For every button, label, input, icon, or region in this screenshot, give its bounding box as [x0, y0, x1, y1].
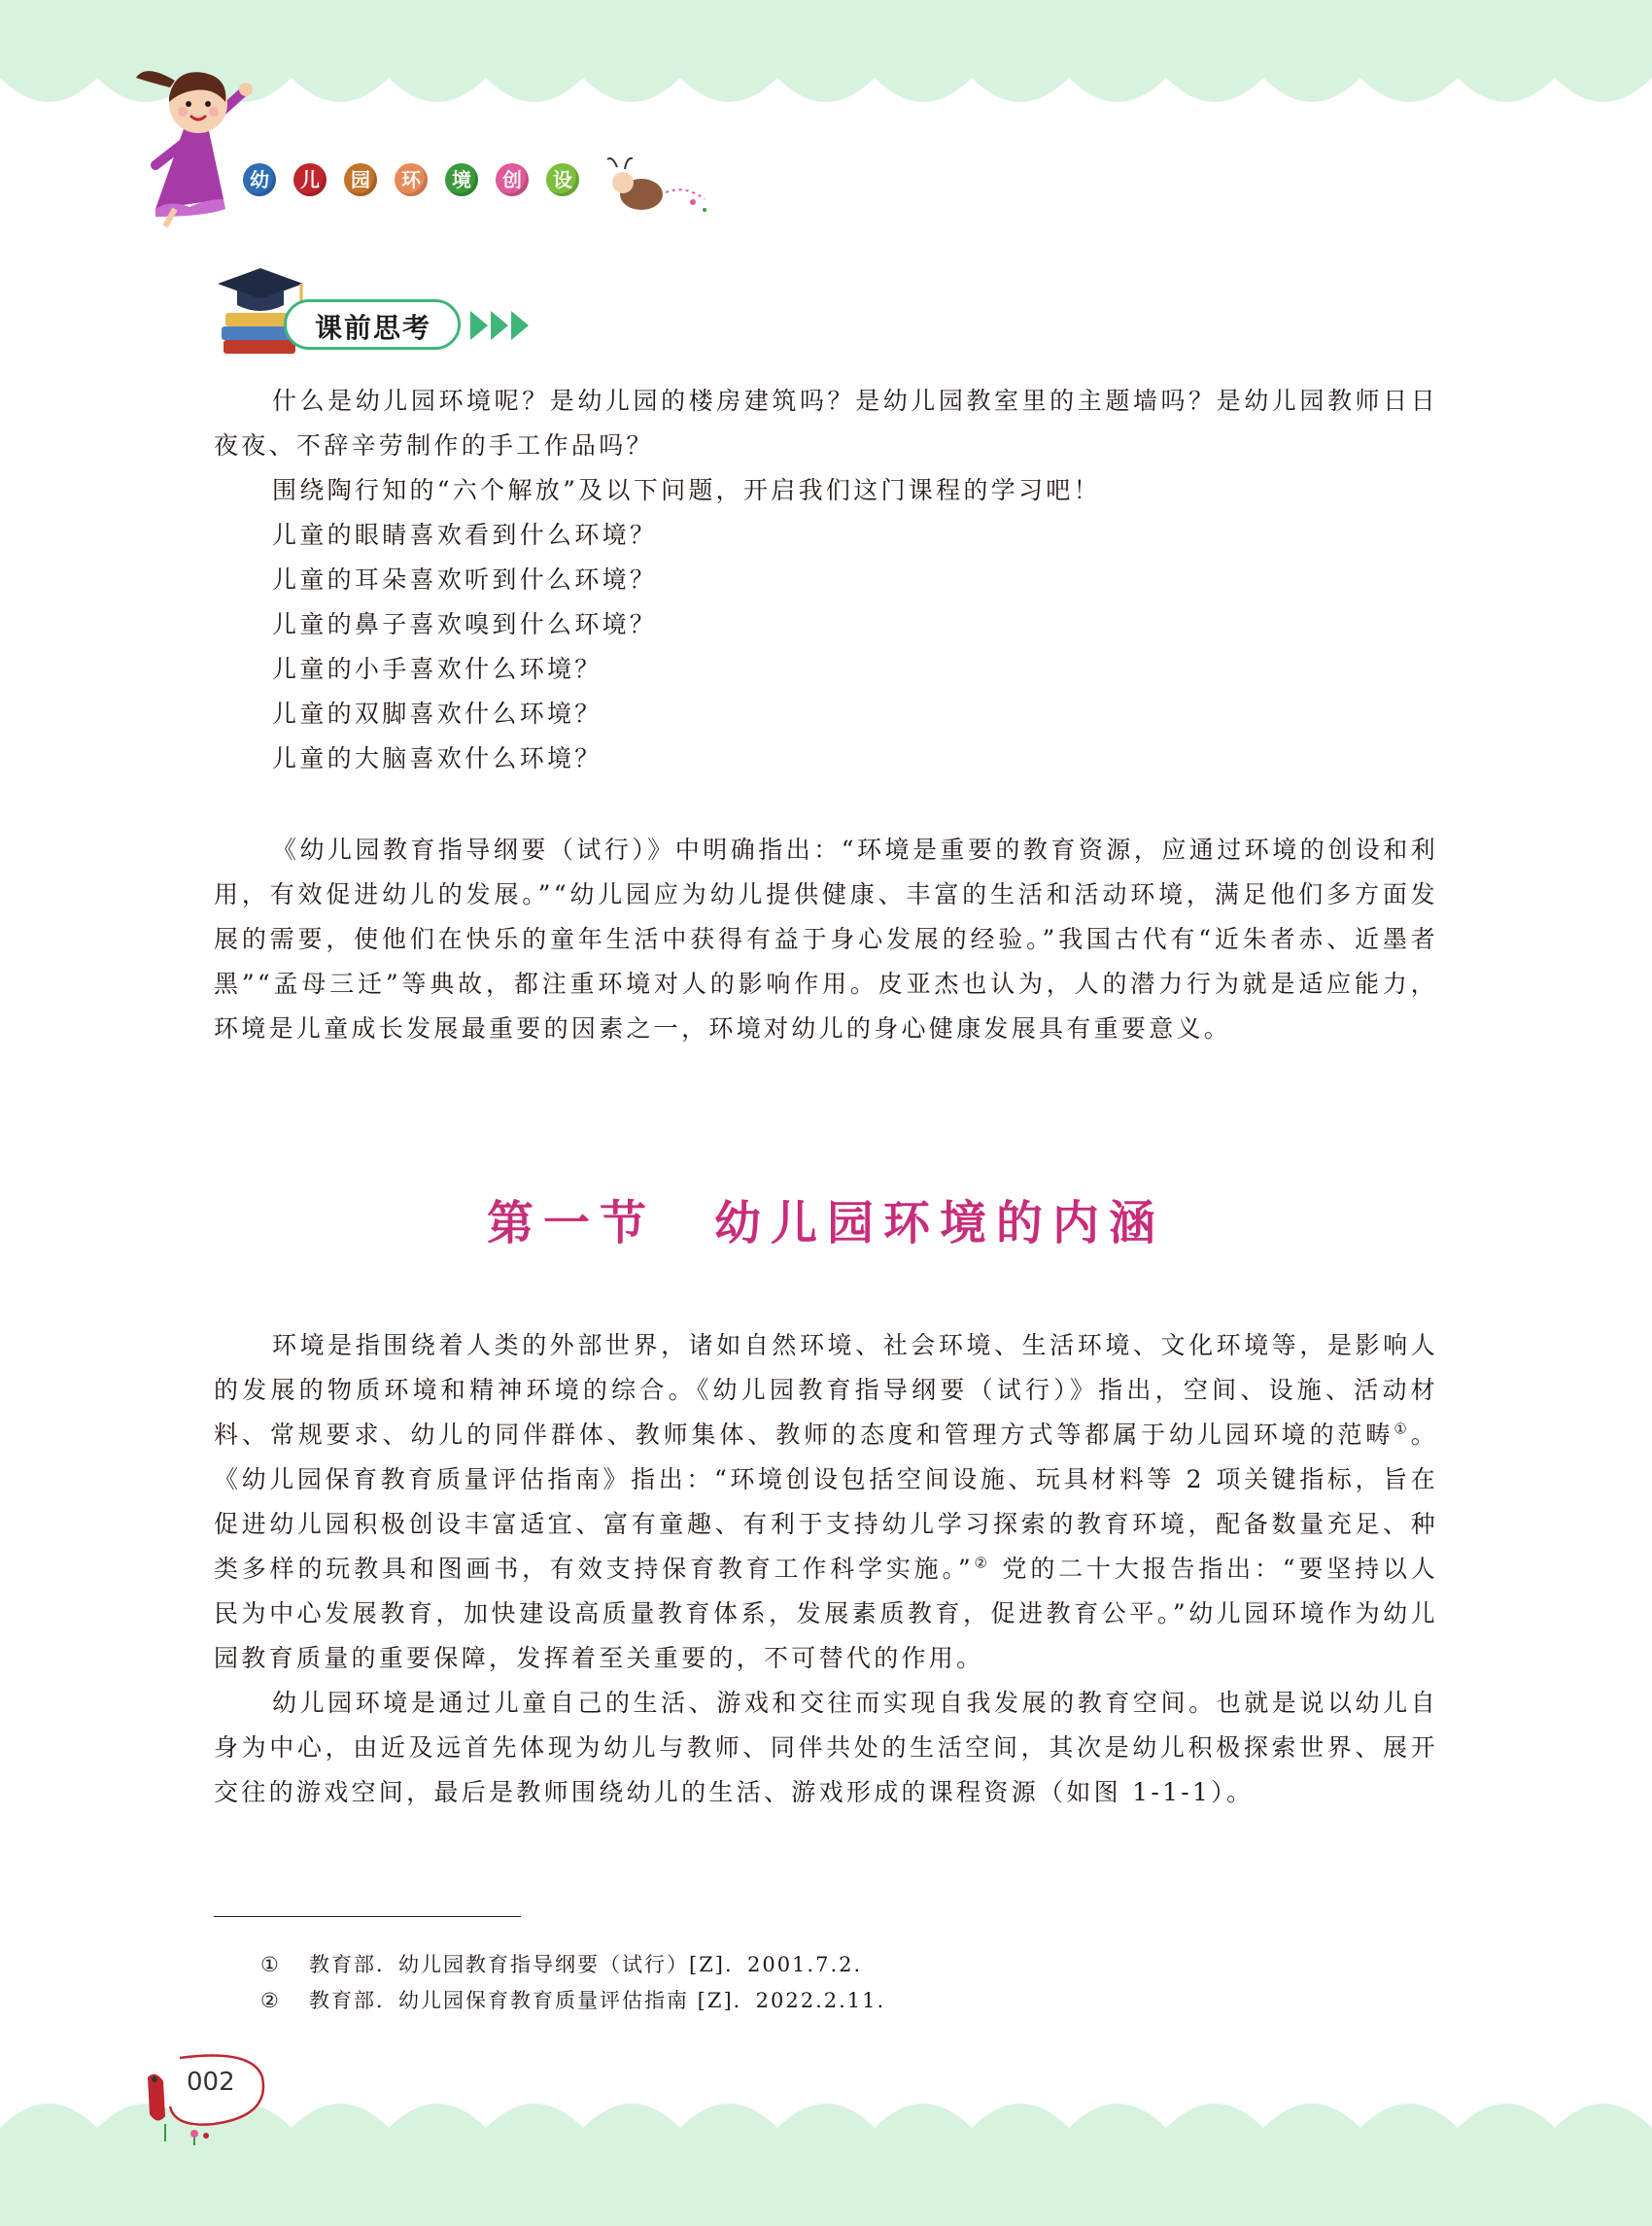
title-char-bubble: 园: [344, 163, 377, 196]
title-char-bubble: 环: [395, 163, 428, 196]
footnote-ref-1[interactable]: ①: [1394, 1420, 1411, 1438]
preview-label: 课前思考: [315, 312, 432, 344]
footnote-mark: ②: [260, 1989, 281, 2012]
preview-question: 儿童的眼睛喜欢看到什么环境？: [272, 521, 658, 549]
preview-question: 儿童的双脚喜欢什么环境？: [272, 700, 602, 728]
preview-paragraph-2: 围绕陶行知的“六个解放”及以下问题，开启我们这门课程的学习吧！: [272, 476, 1101, 504]
section-number: 第一节: [486, 1196, 656, 1250]
intro-paragraph: 《幼儿园教育指导纲要（试行）》中明确指出：“环境是重要的教育资源，应通过环境的创设和利用，有效促进幼儿的发展。”“幼儿园应为幼儿提供健康、丰富的生活和活动环境，满足他们多方面发展的需要，使他们在快乐的童年生活中获得有益于身心发展的经验。”我国古代有“近朱者赤、近墨者黑”“孟母三迁”等典故，都注重环境对人的影响作用。皮亚杰也认为，人的潜力行为就是适应能力，环境是儿童成长发展最重要的因素之一，环境对幼儿的身心健康发展具有重要意义。: [214, 836, 1438, 1043]
preview-question: 儿童的小手喜欢什么环境？: [272, 655, 602, 683]
flying-girl-illustration: [117, 53, 272, 228]
section-title: [0, 1185, 1652, 1252]
section-heading: 幼儿园环境的内涵: [714, 1196, 1166, 1250]
preview-question: 儿童的鼻子喜欢嗅到什么环境？: [272, 610, 658, 638]
footnote-1: [260, 1949, 862, 1978]
title-char-bubble: 境: [445, 163, 478, 196]
preview-arrows: [470, 311, 529, 340]
page-number-badge: [136, 2048, 282, 2145]
page-number: 002: [187, 2068, 235, 2097]
arrow-right-icon: [470, 311, 488, 340]
footnote-ref-2[interactable]: ②: [973, 1554, 991, 1572]
footnote-text: 教育部．幼儿园教育指导纲要（试行）[Z]．2001.7.2.: [309, 1953, 863, 1976]
footnote-text: 教育部．幼儿园保育教育质量评估指南 [Z]．2022.2.11.: [309, 1989, 886, 2012]
footnote-2: [260, 1985, 885, 2014]
title-char-bubble: 创: [496, 163, 529, 196]
preview-question: 儿童的耳朵喜欢听到什么环境？: [272, 565, 658, 594]
title-char-bubble: 设: [546, 163, 579, 196]
section-paragraph-2: 幼儿园环境是通过儿童自己的生活、游戏和交往而实现自我发展的教育空间。也就是说以幼儿自身为中心，由近及远首先体现为幼儿与教师、同伴共处的生活空间，其次是幼儿积极探索世界、展开交往的游戏空间，最后是教师围绕幼儿的生活、游戏形成的课程资源（如图 1-1-1）。: [214, 1689, 1438, 1806]
ladybug-illustration: [598, 155, 714, 223]
title-char-bubble: 幼: [243, 163, 276, 196]
footnote-mark: ①: [260, 1953, 281, 1976]
preview-paragraph-1: 什么是幼儿园环境呢？是幼儿园的楼房建筑吗？是幼儿园教室里的主题墙吗？是幼儿园教师日日夜夜、不辞辛劳制作的手工作品吗？: [214, 387, 1438, 460]
arrow-right-icon: [491, 311, 508, 340]
arrow-right-icon: [511, 311, 529, 340]
section-paragraph-1: 环境是指围绕着人类的外部世界，诸如自然环境、社会环境、生活环境、文化环境等，是影响人的发展的物质环境和精神环境的综合。《幼儿园教育指导纲要（试行）》指出，空间、设施、活动材料、常规要求、幼儿的同伴群体、教师集体、教师的态度和管理方式等都属于幼儿园环境的范畴①。《幼儿园保育教育质量评估指南》指出：“环境创设包括空间设施、玩具材料等 2 项关键指标，旨在促进幼儿园积极创设丰富适宜、富有童趣、有利于支持幼儿学习探索的教育环境，配备数量充足、种类多样的玩教具和图画书，有效支持保育教育工作科学实施。”② 党的二十大报告指出：“要坚持以人民为中心发展教育，加快建设高质量教育体系，发展素质教育，促进教育公平。”幼儿园环境作为幼儿园教育质量的重要保障，发挥着至关重要的，不可替代的作用。: [214, 1331, 1439, 1672]
book-title: [243, 163, 579, 196]
title-char-bubble: 儿: [293, 163, 327, 196]
footnote-divider: [214, 1916, 521, 1917]
preview-question: 儿童的大脑喜欢什么环境？: [272, 744, 602, 772]
